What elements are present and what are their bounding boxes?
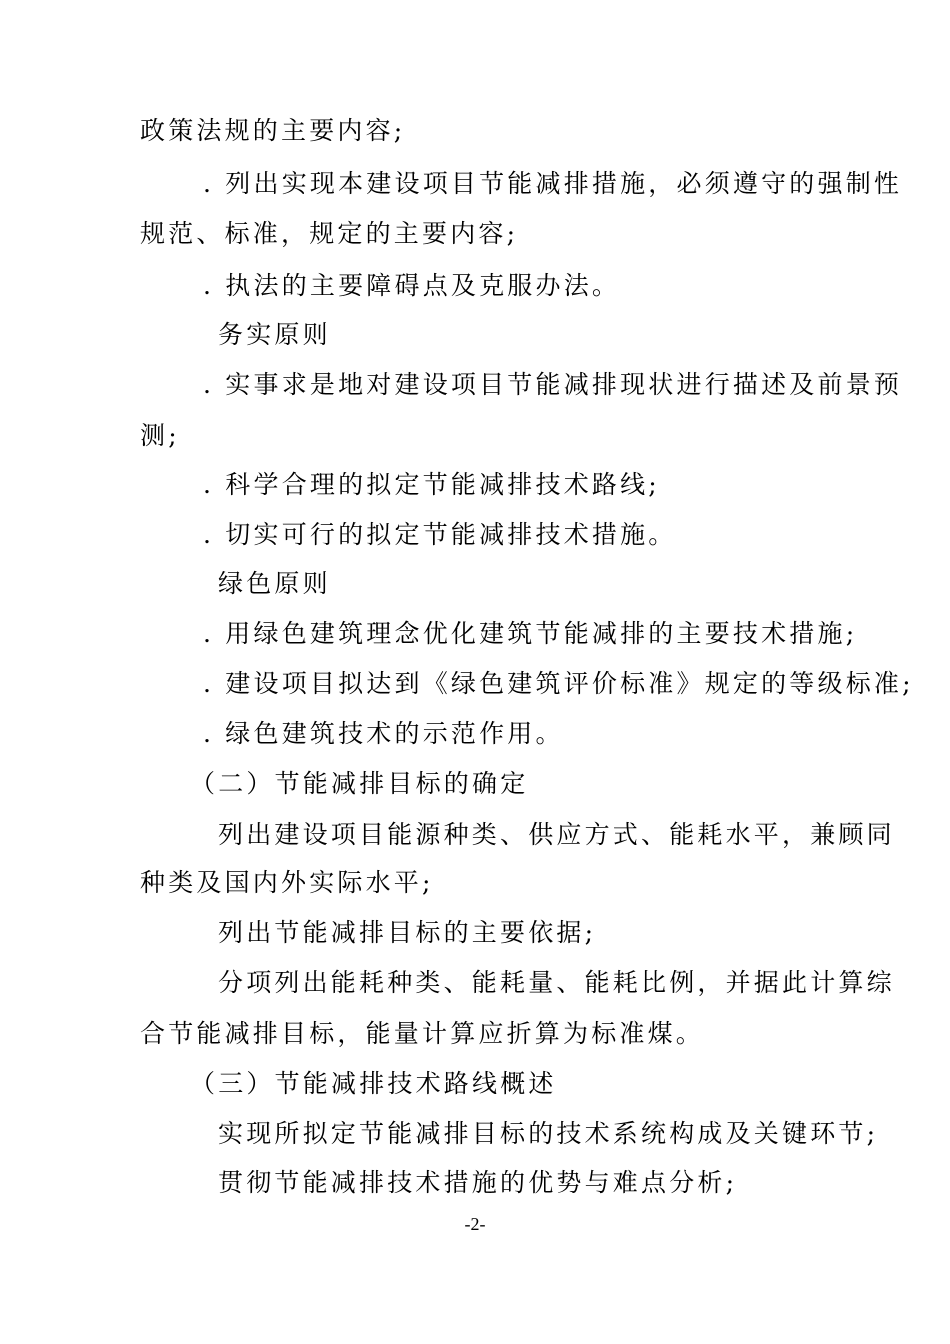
text-line: 列出节能减排目标的主要依据; (218, 918, 597, 947)
text-line: 分项列出能耗种类、能耗量、能耗比例，并据此计算综 (218, 968, 895, 997)
text-line: 测; (140, 421, 180, 450)
text-line: . 用绿色建筑理念优化建筑节能减排的主要技术措施; (203, 619, 858, 648)
text-line: 贯彻节能减排技术措施的优势与难点分析; (218, 1168, 738, 1197)
text-line: . 执法的主要障碍点及克服办法。 (203, 271, 621, 300)
text-line: . 建设项目拟达到《绿色建筑评价标准》规定的等级标准; (203, 669, 914, 698)
section-heading: 绿色原则 (218, 569, 331, 598)
text-line: . 列出实现本建设项目节能减排措施，必须遵守的强制性 (203, 169, 903, 198)
page-number: -2- (464, 1214, 486, 1234)
text-line: 列出建设项目能源种类、供应方式、能耗水平，兼顾同 (218, 820, 895, 849)
text-line: . 绿色建筑技术的示范作用。 (203, 719, 564, 748)
text-line: 合节能减排目标，能量计算应折算为标准煤。 (140, 1019, 705, 1048)
text-line: 种类及国内外实际水平; (140, 868, 434, 897)
section-heading: （二）节能减排目标的确定 (190, 769, 529, 798)
text-line: . 切实可行的拟定节能减排技术措施。 (203, 520, 677, 549)
text-line: . 科学合理的拟定节能减排技术路线; (203, 470, 660, 499)
text-line: 实现所拟定节能减排目标的技术系统构成及关键环节; (218, 1119, 879, 1148)
section-heading: 务实原则 (218, 320, 331, 349)
text-line: 政策法规的主要内容; (140, 116, 406, 145)
text-line: . 实事求是地对建设项目节能减排现状进行描述及前景预 (203, 370, 903, 399)
text-line: 规范、标准，规定的主要内容; (140, 219, 519, 248)
section-heading: （三）节能减排技术路线概述 (190, 1069, 557, 1098)
